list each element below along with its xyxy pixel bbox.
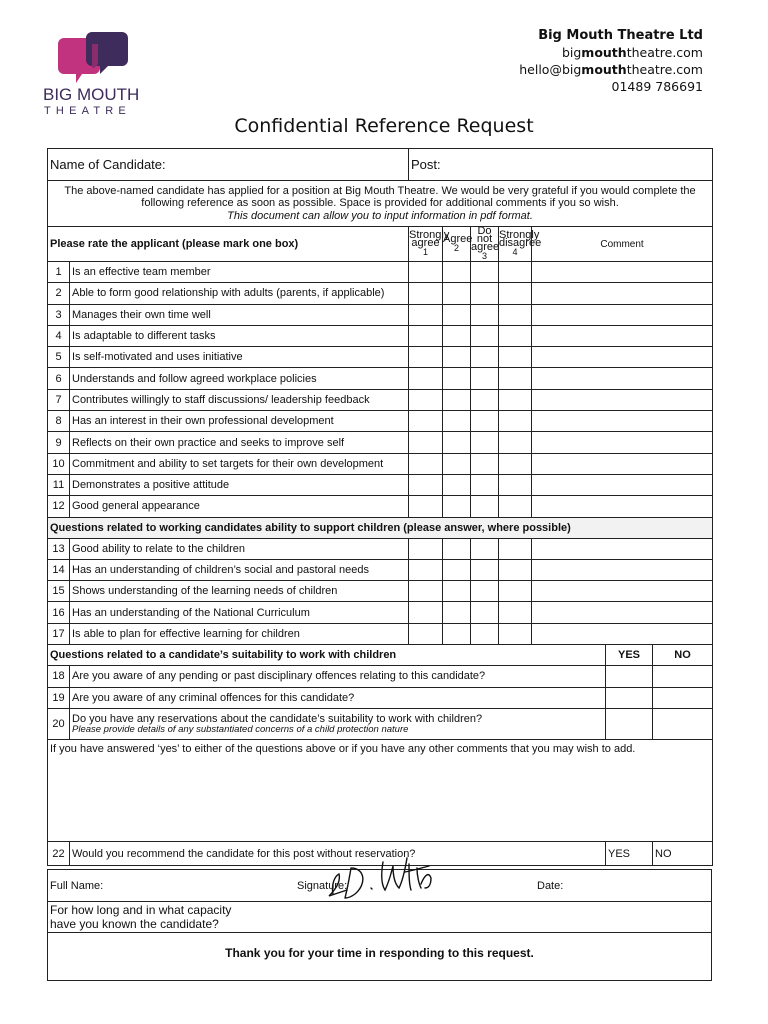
table-row: 17 Is able to plan for effective learning for children — [48, 623, 713, 644]
rating-box[interactable] — [471, 347, 499, 368]
rating-box[interactable] — [499, 538, 532, 559]
intro-row — [48, 181, 713, 227]
comment-cell[interactable] — [532, 389, 713, 410]
rating-box[interactable] — [409, 368, 443, 389]
comment-header: Comment — [532, 227, 713, 262]
scale-header-4: Strongly disagree 4 — [499, 227, 532, 262]
table-row: 8 Has an interest in their own professional development — [48, 411, 713, 432]
big-mouth-theatre-logo — [42, 30, 162, 120]
rating-box[interactable] — [471, 474, 499, 495]
scale-header-1: Strongly agree 1 — [409, 227, 443, 262]
post-field[interactable]: Post: — [409, 149, 713, 181]
table-row: 7 Contributes willingly to staff discussions/ leadership feedback — [48, 389, 713, 410]
comment-cell[interactable] — [532, 474, 713, 495]
rating-box[interactable] — [499, 411, 532, 432]
table-row: 1 Is an effective team member — [48, 262, 713, 283]
comment-cell[interactable] — [532, 432, 713, 453]
table-row: 16 Has an understanding of the National Curriculum — [48, 602, 713, 623]
table-row: 20 Do you have any reservations about the candidate’s suitability to work with children? Please provide details of any substantiated concerns of a child protection nature — [48, 709, 713, 740]
rating-box[interactable] — [499, 453, 532, 474]
thank-you-note: Thank you for your time in responding to this request. — [225, 946, 534, 960]
no-header: NO — [653, 645, 713, 666]
table-row: 14 Has an understanding of children’s social and pastoral needs — [48, 559, 713, 580]
rating-box[interactable] — [443, 262, 471, 283]
rating-box[interactable] — [443, 496, 471, 517]
rating-box[interactable] — [409, 538, 443, 559]
company-contact-block — [519, 27, 703, 95]
rating-box[interactable] — [443, 538, 471, 559]
comment-cell[interactable] — [532, 581, 713, 602]
rating-box[interactable] — [471, 411, 499, 432]
table-row: 10 Commitment and ability to set targets for their own development — [48, 453, 713, 474]
rating-box[interactable] — [409, 325, 443, 346]
recommend-row: 22 Would you recommend the candidate for this post without reservation? YES NO — [48, 842, 713, 866]
rating-box[interactable] — [409, 581, 443, 602]
candidate-name-field[interactable]: Name of Candidate: — [48, 149, 409, 181]
rating-box[interactable] — [409, 283, 443, 304]
rating-box[interactable] — [443, 581, 471, 602]
rating-box[interactable] — [471, 581, 499, 602]
rating-box[interactable] — [499, 347, 532, 368]
rating-box[interactable] — [409, 304, 443, 325]
rating-box[interactable] — [499, 474, 532, 495]
rating-box[interactable] — [499, 262, 532, 283]
rating-box[interactable] — [409, 411, 443, 432]
rating-box[interactable] — [499, 432, 532, 453]
comment-cell[interactable] — [532, 262, 713, 283]
recommend-question: Would you recommend the candidate for this post without reservation? — [70, 842, 606, 866]
comment-cell[interactable] — [532, 623, 713, 644]
comment-cell[interactable] — [532, 453, 713, 474]
signature-label[interactable]: Signature: — [297, 880, 348, 892]
handwritten-signature — [325, 854, 445, 904]
rating-box[interactable] — [443, 325, 471, 346]
rating-box[interactable] — [443, 283, 471, 304]
rating-box[interactable] — [409, 474, 443, 495]
company-email[interactable]: hello@bigmouththeatre.com — [519, 62, 703, 77]
rating-box[interactable] — [499, 602, 532, 623]
rating-box[interactable] — [499, 368, 532, 389]
suitability-header-row — [48, 645, 713, 666]
candidate-row — [48, 149, 713, 181]
comment-cell[interactable] — [532, 283, 713, 304]
recommend-no[interactable]: NO — [653, 842, 713, 866]
table-row: 9 Reflects on their own practice and seeks to improve self — [48, 432, 713, 453]
rating-box[interactable] — [471, 602, 499, 623]
rating-box[interactable] — [443, 474, 471, 495]
table-row: 15 Shows understanding of the learning needs of children — [48, 581, 713, 602]
logo-text-big-mouth: BIG MOUTH — [43, 85, 140, 104]
intro-text: The above-named candidate has applied for a position at Big Mouth Theatre. We would be very grateful if you would complete the following reference as soon as possible. Space is provided for additional comments if you so wish. This document can allow you to input information in pdf format. — [48, 181, 713, 227]
yes-header: YES — [606, 645, 653, 666]
comment-cell[interactable] — [532, 538, 713, 559]
company-website[interactable]: bigmouththeatre.com — [561, 45, 703, 60]
rating-box[interactable] — [471, 368, 499, 389]
rating-box[interactable] — [409, 347, 443, 368]
rating-box[interactable] — [443, 559, 471, 580]
comment-cell[interactable] — [532, 368, 713, 389]
rating-box[interactable] — [409, 602, 443, 623]
rating-box[interactable] — [409, 432, 443, 453]
comment-cell[interactable] — [532, 411, 713, 432]
comment-cell[interactable] — [532, 347, 713, 368]
recommend-yes[interactable]: YES — [606, 842, 653, 866]
yes-box[interactable] — [606, 709, 653, 740]
table-row: 18 Are you aware of any pending or past disciplinary offences relating to this candidate? — [48, 666, 713, 688]
logo-text-theatre: THEATRE — [44, 105, 131, 117]
rating-box[interactable] — [471, 283, 499, 304]
rating-box[interactable] — [471, 432, 499, 453]
table-row: 2 Able to form good relationship with adults (parents, if applicable) — [48, 283, 713, 304]
yes-box[interactable] — [606, 666, 653, 688]
known-candidate-field[interactable]: For how long and in what capacity have you known the candidate? — [48, 902, 711, 933]
rating-box[interactable] — [471, 559, 499, 580]
additional-comments-field[interactable]: If you have answered ‘yes’ to either of the questions above or if you have any other comments that you may wish to add. — [48, 740, 713, 842]
rating-box[interactable] — [499, 623, 532, 644]
rating-box[interactable] — [409, 623, 443, 644]
question-20-subnote: Please provide details of any substantiated concerns of a child protection nature — [72, 724, 409, 736]
rating-box[interactable] — [409, 389, 443, 410]
rating-box[interactable] — [471, 538, 499, 559]
children-section-header-row — [48, 517, 713, 538]
rating-box[interactable] — [443, 453, 471, 474]
rating-box[interactable] — [471, 496, 499, 517]
table-row: 11 Demonstrates a positive attitude — [48, 474, 713, 495]
reference-form-table — [47, 148, 713, 866]
rating-box[interactable] — [409, 496, 443, 517]
rating-box[interactable] — [443, 347, 471, 368]
rating-box[interactable] — [471, 389, 499, 410]
company-phone: 01489 786691 — [611, 79, 703, 94]
yes-box[interactable] — [606, 687, 653, 709]
rating-header-row — [48, 227, 713, 262]
table-row: 12 Good general appearance — [48, 496, 713, 517]
scale-header-3: Do not agree 3 — [471, 225, 500, 261]
comment-cell[interactable] — [532, 304, 713, 325]
rating-box[interactable] — [471, 262, 499, 283]
rating-box[interactable] — [443, 304, 471, 325]
additional-comments-row — [48, 740, 713, 842]
rating-box[interactable] — [443, 623, 471, 644]
no-box[interactable] — [653, 687, 713, 709]
rating-box[interactable] — [409, 559, 443, 580]
rating-box[interactable] — [499, 283, 532, 304]
no-box[interactable] — [653, 666, 713, 688]
comment-cell[interactable] — [532, 602, 713, 623]
table-row: 6 Understands and follow agreed workplace policies — [48, 368, 713, 389]
rating-box[interactable] — [443, 389, 471, 410]
rating-box[interactable] — [443, 368, 471, 389]
rating-box[interactable] — [409, 262, 443, 283]
table-row: 3 Manages their own time well — [48, 304, 713, 325]
comment-cell[interactable] — [532, 496, 713, 517]
rating-box[interactable] — [471, 304, 499, 325]
no-box[interactable] — [653, 709, 713, 740]
document-title: Confidential Reference Request — [234, 115, 534, 137]
rating-box[interactable] — [443, 602, 471, 623]
rating-box[interactable] — [499, 496, 532, 517]
comment-cell[interactable] — [532, 325, 713, 346]
comment-cell[interactable] — [532, 559, 713, 580]
company-name: Big Mouth Theatre Ltd — [538, 28, 703, 43]
intro-italic-note: This document can allow you to input information in pdf format. — [227, 209, 533, 222]
rating-box[interactable] — [471, 623, 499, 644]
date-label[interactable]: Date: — [537, 880, 564, 892]
rating-box[interactable] — [443, 432, 471, 453]
scale-header-2: Agree 2 — [443, 227, 471, 262]
rating-box[interactable] — [443, 411, 471, 432]
children-section-header: Questions related to working candidates ability to support children (please answer, where possible) — [48, 517, 713, 538]
table-row: 5 Is self-motivated and uses initiative — [48, 347, 713, 368]
table-row: 19 Are you aware of any criminal offences for this candidate? — [48, 687, 713, 709]
full-name-label[interactable]: Full Name: — [50, 880, 104, 892]
suitability-header: Questions related to a candidate’s suitability to work with children — [48, 645, 606, 666]
rating-box[interactable] — [471, 453, 499, 474]
rating-instruction: Please rate the applicant (please mark one box) — [48, 227, 409, 262]
rating-box[interactable] — [471, 325, 499, 346]
rating-box[interactable] — [499, 325, 532, 346]
rating-box[interactable] — [499, 581, 532, 602]
table-row: 4 Is adaptable to different tasks — [48, 325, 713, 346]
rating-box[interactable] — [499, 559, 532, 580]
table-row: 13 Good ability to relate to the children — [48, 538, 713, 559]
rating-box[interactable] — [409, 453, 443, 474]
rating-box[interactable] — [499, 389, 532, 410]
rating-box[interactable] — [499, 304, 532, 325]
